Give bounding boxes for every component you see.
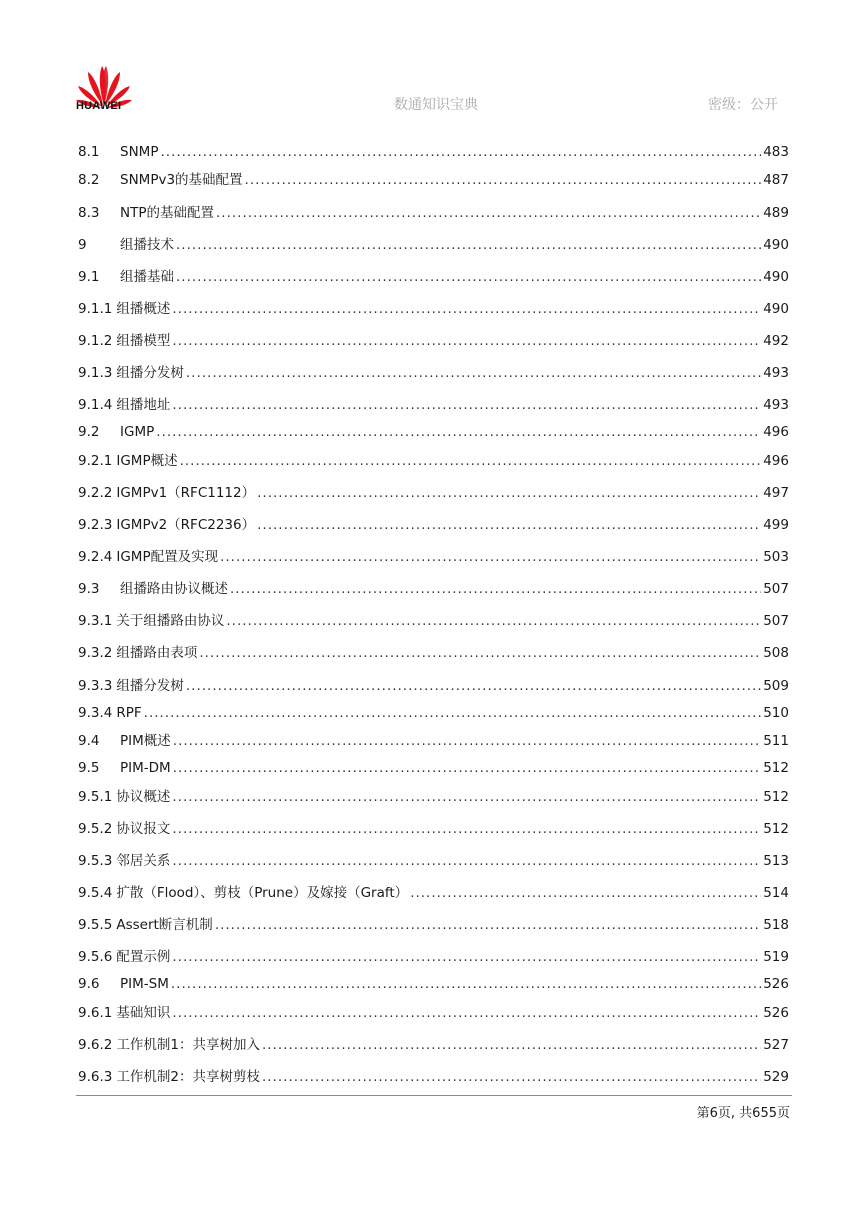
toc-entry-title[interactable]: 邻居关系 xyxy=(116,853,171,869)
toc-entry[interactable] xyxy=(78,643,789,663)
toc-entry-title[interactable]: 组播分发树 xyxy=(116,365,184,381)
toc-entry-page: 492 xyxy=(763,333,789,349)
toc-dot-leader xyxy=(180,451,762,471)
toc-entry-number: 9.3.4 xyxy=(78,705,113,721)
toc-entry-title[interactable]: 组播模型 xyxy=(116,333,171,349)
toc-dot-leader xyxy=(230,579,761,599)
toc-entry[interactable] xyxy=(78,142,789,162)
toc-entry-title[interactable]: IGMPv1（RFC1112） xyxy=(116,485,256,501)
toc-entry-title[interactable]: IGMPv2（RFC2236） xyxy=(116,517,256,533)
toc-entry[interactable] xyxy=(78,676,789,696)
toc-entry-number: 9.1 xyxy=(78,269,100,285)
toc-entry-page: 512 xyxy=(763,821,789,837)
toc-entry[interactable] xyxy=(78,819,789,839)
toc-dot-leader xyxy=(144,703,762,723)
toc-entry-number: 9.4 xyxy=(78,733,100,749)
toc-dot-leader xyxy=(186,363,761,383)
toc-entry[interactable] xyxy=(78,451,789,471)
toc-entry[interactable] xyxy=(78,267,789,287)
toc-entry-title[interactable]: 扩散（Flood）、剪枝（Prune）及嫁接（Graft） xyxy=(116,885,409,901)
toc-entry-page: 497 xyxy=(763,485,789,501)
toc-entry-title[interactable]: 组播基础 xyxy=(120,269,174,285)
toc-dot-leader xyxy=(216,203,761,223)
toc-dot-leader xyxy=(220,547,761,567)
toc-entry-number: 9.3 xyxy=(78,581,100,597)
toc-entry-title[interactable]: 组播路由协议概述 xyxy=(120,581,228,597)
toc-entry-title[interactable]: 基础知识 xyxy=(116,1005,171,1021)
toc-entry-page: 508 xyxy=(763,645,789,661)
toc-entry-number: 9.5.3 xyxy=(78,853,113,869)
toc-entry-page: 529 xyxy=(763,1069,789,1085)
toc-entry-page: 519 xyxy=(763,949,789,965)
toc-entry-page: 493 xyxy=(763,397,789,413)
toc-entry-number: 9.3.2 xyxy=(78,645,113,661)
toc-dot-leader xyxy=(172,851,761,871)
toc-dot-leader xyxy=(172,331,761,351)
toc-dot-leader xyxy=(186,676,761,696)
toc-entry-title[interactable]: 关于组播路由协议 xyxy=(116,613,225,629)
toc-entry-number: 9.2.2 xyxy=(78,485,113,501)
toc-entry[interactable] xyxy=(78,547,789,567)
toc-entry[interactable] xyxy=(78,395,789,415)
toc-entry-page: 496 xyxy=(763,424,789,440)
document-title: 数通知识宝典 xyxy=(394,97,478,113)
toc-entry-page: 499 xyxy=(763,517,789,533)
security-level: 密级：公开 xyxy=(708,97,778,113)
toc-entry-number: 9.6.1 xyxy=(78,1005,113,1021)
toc-entry-page: 510 xyxy=(763,705,789,721)
toc-entry-page: 511 xyxy=(763,733,789,749)
toc-entry[interactable] xyxy=(78,363,789,383)
toc-entry-title[interactable]: 组播概述 xyxy=(116,301,171,317)
toc-entry[interactable] xyxy=(78,915,789,935)
toc-entry[interactable] xyxy=(78,203,789,223)
toc-entry-title[interactable]: 工作机制1：共享树加入 xyxy=(116,1037,260,1053)
toc-entry-number: 8.2 xyxy=(78,172,100,188)
toc-entry-page: 507 xyxy=(763,581,789,597)
toc-entry-page: 526 xyxy=(763,976,789,992)
toc-entry[interactable] xyxy=(78,611,789,631)
toc-entry-title[interactable]: RPF xyxy=(116,705,142,721)
toc-entry-page: 526 xyxy=(763,1005,789,1021)
toc-dot-leader xyxy=(257,515,761,535)
toc-dot-leader xyxy=(172,947,761,967)
brand-name: HUAWEI xyxy=(76,100,122,112)
toc-entry-title[interactable]: SNMP xyxy=(120,144,159,160)
toc-dot-leader xyxy=(226,611,761,631)
toc-entry-number: 9.2.4 xyxy=(78,549,113,565)
toc-dot-leader xyxy=(176,235,761,255)
toc-entry-title[interactable]: 组播路由表项 xyxy=(116,645,198,661)
toc-entry-number: 8.1 xyxy=(78,144,100,160)
toc-entry[interactable] xyxy=(78,235,789,255)
toc-entry-number: 9.6.3 xyxy=(78,1069,113,1085)
toc-entry-title[interactable]: 组播分发树 xyxy=(116,678,184,694)
page-number: 第6页, 共655页 xyxy=(696,1106,790,1121)
toc-entry[interactable] xyxy=(78,1035,789,1055)
toc-entry-page: 507 xyxy=(763,613,789,629)
toc-entry[interactable] xyxy=(78,331,789,351)
toc-dot-leader xyxy=(262,1035,761,1055)
toc-entry-page: 490 xyxy=(763,301,789,317)
toc-entry-page: 527 xyxy=(763,1037,789,1053)
toc-entry[interactable] xyxy=(78,299,789,319)
toc-dot-leader xyxy=(173,731,761,751)
toc-entry-title[interactable]: PIM概述 xyxy=(120,733,171,749)
toc-entry-page: 483 xyxy=(763,144,789,160)
toc-dot-leader xyxy=(245,170,762,190)
toc-entry-number: 9.6 xyxy=(78,976,100,992)
toc-entry-title[interactable]: 配置示例 xyxy=(116,949,171,965)
toc-entry-number: 9.1.1 xyxy=(78,301,113,317)
footer-divider xyxy=(76,1095,792,1096)
toc-entry-title[interactable]: Assert断言机制 xyxy=(116,917,213,933)
toc-entry-title[interactable]: PIM-DM xyxy=(120,760,171,776)
toc-entry-title[interactable]: IGMP配置及实现 xyxy=(116,549,219,565)
toc-entry-number: 9.5.4 xyxy=(78,885,113,901)
toc-entry[interactable] xyxy=(78,422,789,442)
toc-entry-page: 518 xyxy=(763,917,789,933)
toc-dot-leader xyxy=(176,267,761,287)
toc-entry-page: 490 xyxy=(763,269,789,285)
toc-dot-leader xyxy=(215,915,761,935)
page-header xyxy=(76,56,790,116)
toc-dot-leader xyxy=(171,974,761,994)
toc-entry-number: 9.3.1 xyxy=(78,613,113,629)
toc-dot-leader xyxy=(257,483,761,503)
toc-entry-page: 513 xyxy=(763,853,789,869)
toc-dot-leader xyxy=(156,422,761,442)
toc-entry-number: 9.1.4 xyxy=(78,397,113,413)
toc-entry-number: 9.5.2 xyxy=(78,821,113,837)
toc-entry-number: 9.2.1 xyxy=(78,453,113,469)
toc-entry-page: 514 xyxy=(763,885,789,901)
toc-entry-title[interactable]: PIM-SM xyxy=(120,976,169,992)
toc-entry-number: 9.6.2 xyxy=(78,1037,113,1053)
toc-entry-number: 9.2 xyxy=(78,424,100,440)
toc-entry-number: 9.5.1 xyxy=(78,789,113,805)
toc-dot-leader xyxy=(173,758,762,778)
toc-entry-title[interactable]: 工作机制2：共享树剪枝 xyxy=(116,1069,260,1085)
toc-entry-page: 496 xyxy=(763,453,789,469)
toc-entry[interactable] xyxy=(78,947,789,967)
toc-entry-page: 512 xyxy=(763,789,789,805)
toc-entry-page: 509 xyxy=(763,678,789,694)
toc-dot-leader xyxy=(262,1067,761,1087)
toc-entry-page: 487 xyxy=(763,172,789,188)
toc-entry[interactable] xyxy=(78,1003,789,1023)
toc-entry[interactable] xyxy=(78,515,789,535)
toc-entry-number: 9.3.3 xyxy=(78,678,113,694)
toc-entry[interactable] xyxy=(78,170,789,190)
toc-dot-leader xyxy=(160,142,761,162)
toc-entry-number: 9.1.2 xyxy=(78,333,113,349)
toc-entry-title[interactable]: 协议报文 xyxy=(116,821,171,837)
toc-entry-title[interactable]: IGMP概述 xyxy=(116,453,178,469)
toc-dot-leader xyxy=(172,1003,761,1023)
toc-entry-page: 493 xyxy=(763,365,789,381)
toc-dot-leader xyxy=(172,819,761,839)
toc-entry-page: 490 xyxy=(763,237,789,253)
toc-entry-title[interactable]: 协议概述 xyxy=(116,789,171,805)
toc-entry-number: 9.2.3 xyxy=(78,517,113,533)
toc-entry-page: 503 xyxy=(763,549,789,565)
toc-entry-number: 9.5.5 xyxy=(78,917,113,933)
toc-entry-title[interactable]: 组播技术 xyxy=(120,237,174,253)
toc-entry[interactable] xyxy=(78,758,789,778)
toc-entry[interactable] xyxy=(78,787,789,807)
toc-entry[interactable] xyxy=(78,703,789,723)
toc-entry-title[interactable]: SNMPv3的基础配置 xyxy=(120,172,243,188)
toc-entry[interactable] xyxy=(78,1067,789,1087)
toc-entry[interactable] xyxy=(78,974,789,994)
toc-entry-title[interactable]: 组播地址 xyxy=(116,397,171,413)
toc-entry-number: 9 xyxy=(78,237,87,253)
toc-entry-title[interactable]: IGMP xyxy=(120,424,155,440)
toc-entry[interactable] xyxy=(78,883,789,903)
toc-dot-leader xyxy=(410,883,761,903)
toc-entry-number: 9.1.3 xyxy=(78,365,113,381)
toc-dot-leader xyxy=(172,395,761,415)
toc-entry-title[interactable]: NTP的基础配置 xyxy=(120,205,214,221)
toc-entry[interactable] xyxy=(78,483,789,503)
toc-dot-leader xyxy=(172,299,761,319)
toc-dot-leader xyxy=(172,787,761,807)
toc-dot-leader xyxy=(199,643,761,663)
toc-entry-number: 8.3 xyxy=(78,205,100,221)
toc-entry[interactable] xyxy=(78,579,789,599)
toc-entry-number: 9.5 xyxy=(78,760,100,776)
toc-entry[interactable] xyxy=(78,731,789,751)
toc-entry-number: 9.5.6 xyxy=(78,949,113,965)
toc-entry-page: 489 xyxy=(763,205,789,221)
toc-entry-page: 512 xyxy=(763,760,789,776)
toc-entry[interactable] xyxy=(78,851,789,871)
